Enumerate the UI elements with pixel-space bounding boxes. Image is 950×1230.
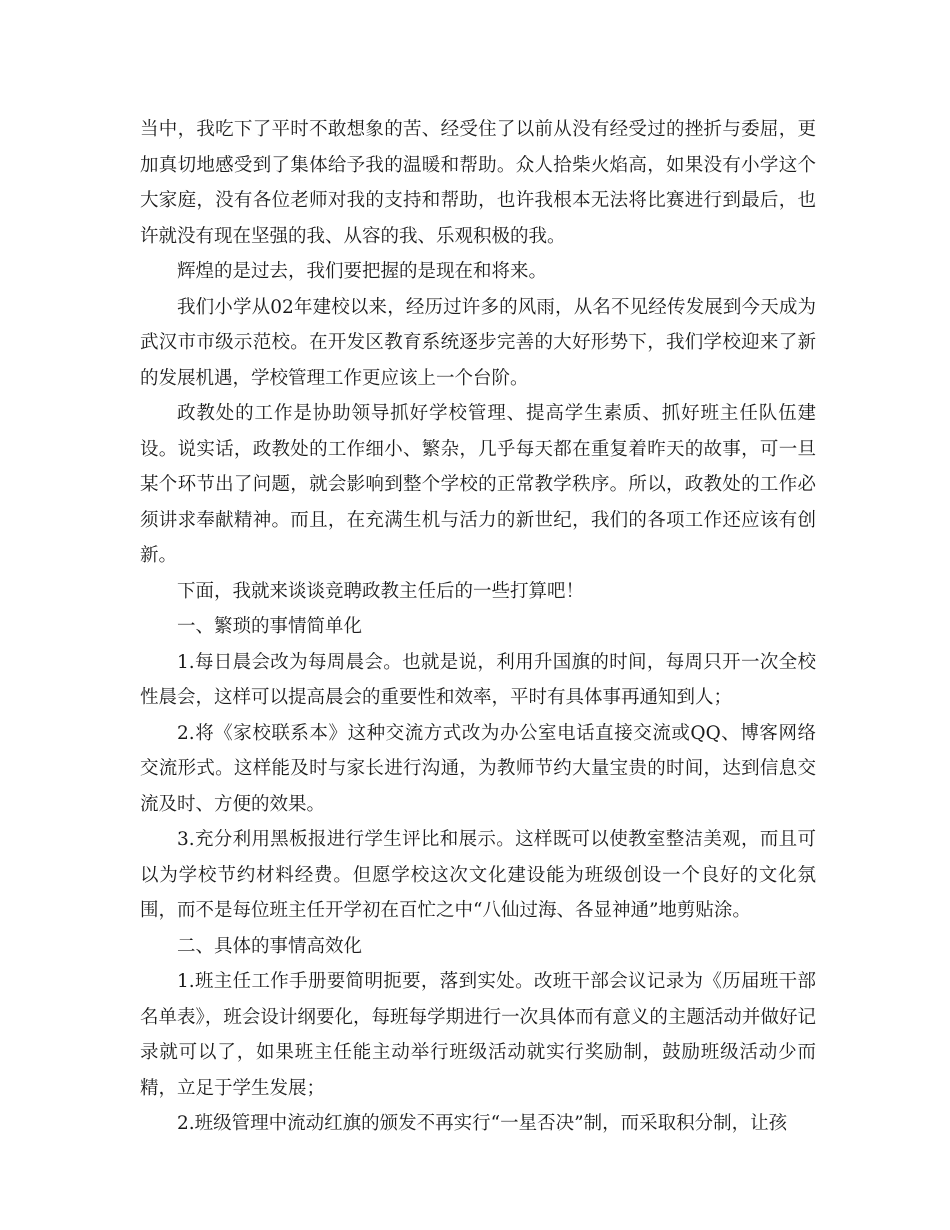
section-heading-efficiency: 二、具体的事情高效化 — [177, 935, 363, 957]
paragraph-school-history: 我们小学从02年建校以来，经历过许多的风雨，从名不见经传发展到今天成为武汉市市级示范校。在开发区教育系统逐步完善的大好形势下，我们学校迎来了新的发展机遇，学校管理工作更应该上一个台阶。 — [140, 296, 816, 389]
paragraph-glory: 辉煌的是过去，我们要把握的是现在和将来。 — [177, 261, 548, 282]
list-item-red-flag: 2.班级管理中流动红旗的颁发不再实行“一星否决”制，而采取积分制，让孩 — [177, 1113, 788, 1134]
paragraph-continuation: 当中，我吃下了平时不敢想象的苦、经受住了以前从没有经受过的挫折与委屈，更加真切地感受到了集体给予我的温暖和帮助。众人拾柴火焰高，如果没有小学这个大家庭，没有各位老师对我的支持和帮助，也许我根本无法将比赛进行到最后，也许就没有现在坚强的我、从容的我、乐观积极的我。 — [140, 119, 816, 247]
paragraph-plan-intro: 下面，我就来谈谈竞聘政教主任后的一些打算吧！ — [177, 580, 585, 602]
section-heading-simplify: 一、繁琐的事情简单化 — [177, 616, 363, 637]
paragraph-office-work: 政教处的工作是协助领导抓好学校管理、提高学生素质、抓好班主任队伍建设。说实话，政教处的工作细小、繁杂，几乎每天都在重复着昨天的故事，可一旦某个环节出了问题，就会影响到整个学校的正常教学秩序。所以，政教处的工作必须讲求奉献精神。而且，在充满生机与活力的新世纪，我们的各项工作还应该有创新。 — [140, 403, 816, 566]
list-item-handbook: 1.班主任工作手册要简明扼要，落到实处。改班干部会议记录为《历届班干部名单表》，班会设计纲要化，每班每学期进行一次具体而有意义的主题活动并做好记录就可以了，如果班主任能主动举行班级活动就实行奖励制，鼓励班级活动少而精，立足于学生发展； — [140, 971, 816, 1099]
list-item-contact-book: 2.将《家校联系本》这种交流方式改为办公室电话直接交流或QQ、博客网络交流形式。这样能及时与家长进行沟通，为教师节约大量宝贵的时间，达到信息交流及时、方便的效果。 — [140, 722, 816, 815]
document-body — [140, 112, 816, 1142]
list-item-morning-meeting: 1.每日晨会改为每周晨会。也就是说，利用升国旗的时间，每周只开一次全校性晨会，这样可以提高晨会的重要性和效率，平时有具体事再通知到人； — [140, 651, 816, 708]
list-item-blackboard: 3.充分利用黑板报进行学生评比和展示。这样既可以使教室整洁美观，而且可以为学校节约材料经费。但愿学校这次文化建设能为班级创设一个良好的文化氛围，而不是每位班主任开学初在百忙之中“八仙过海、各显神通”地剪贴涂。 — [140, 829, 816, 921]
